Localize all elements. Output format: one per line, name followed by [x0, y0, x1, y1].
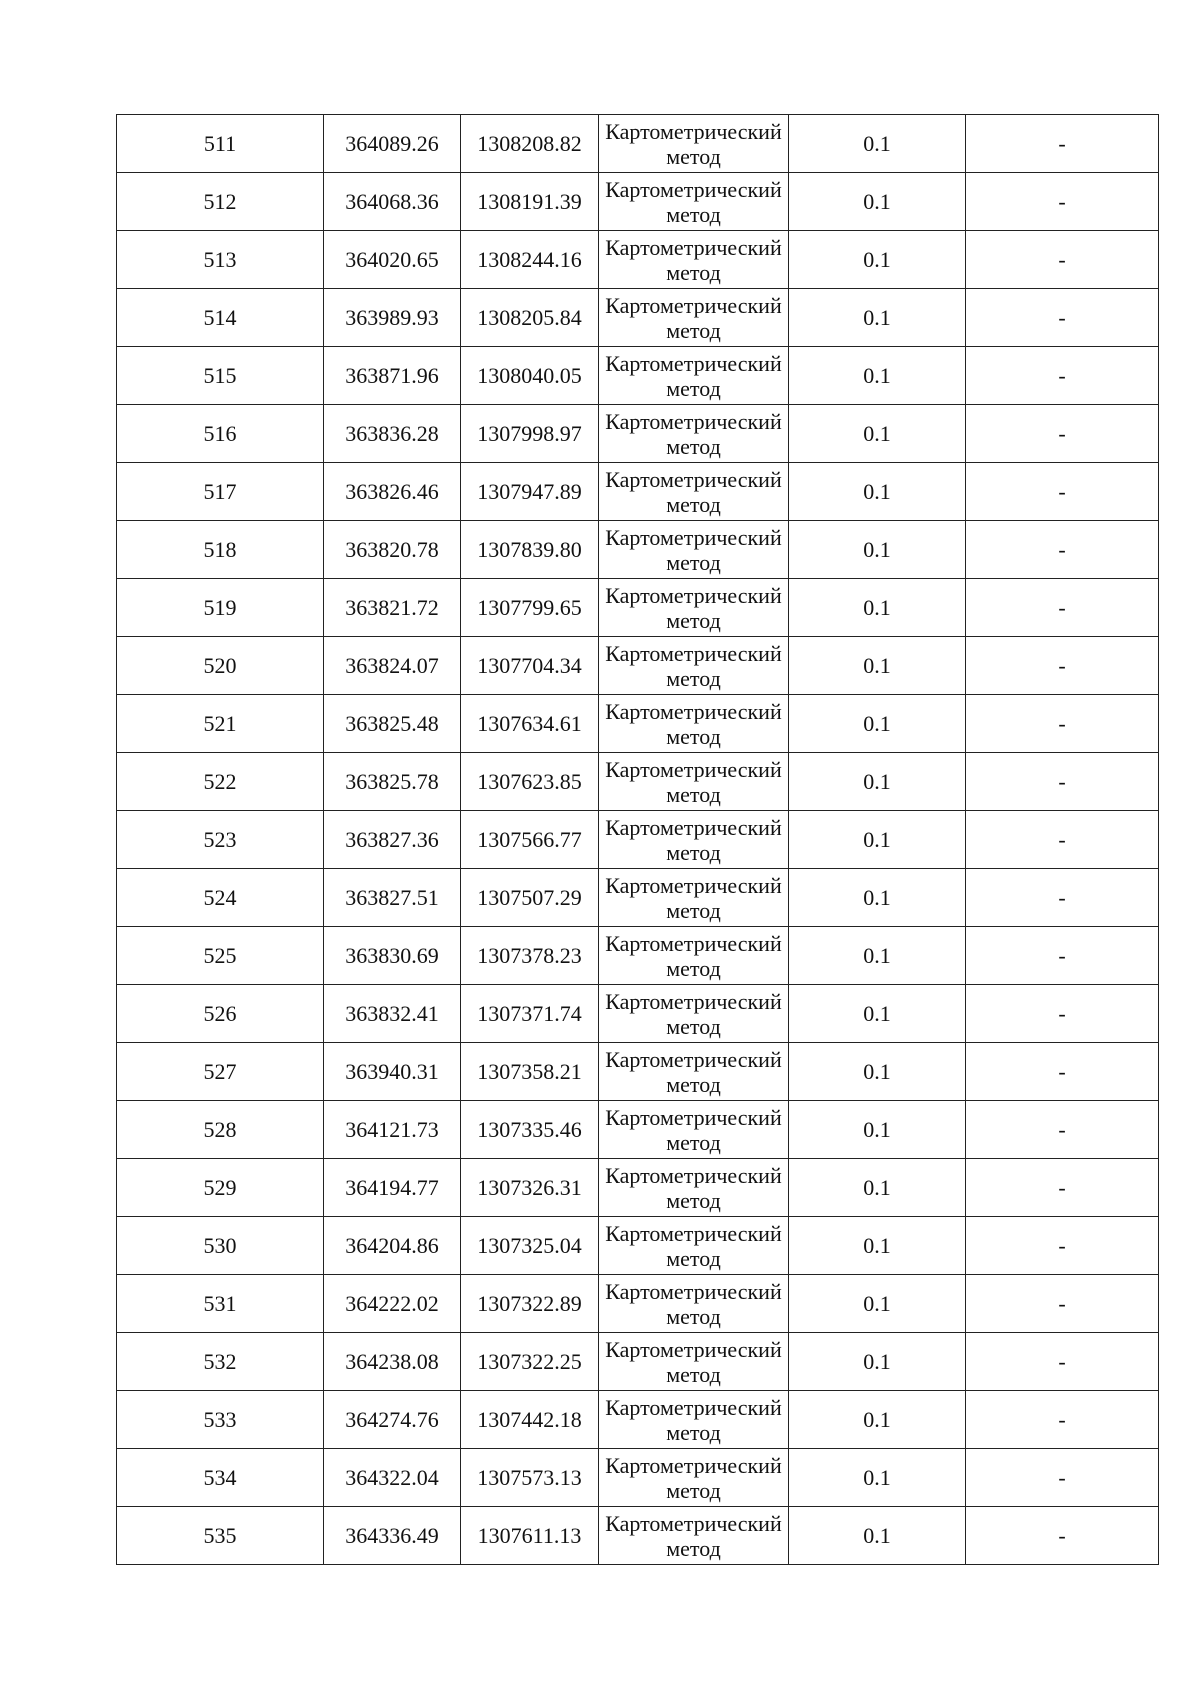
point-number-cell: 514: [117, 289, 324, 347]
table-row: [117, 1043, 1159, 1101]
method-cell: Картометрический метод: [599, 579, 789, 637]
description-cell: -: [966, 405, 1159, 463]
description-cell: -: [966, 1159, 1159, 1217]
point-number-cell: 531: [117, 1275, 324, 1333]
x-coordinate-cell: 363826.46: [324, 463, 461, 521]
description-cell: -: [966, 463, 1159, 521]
method-cell: Картометрический метод: [599, 463, 789, 521]
point-number-cell: 518: [117, 521, 324, 579]
y-coordinate-cell: 1307704.34: [461, 637, 599, 695]
table-row: [117, 347, 1159, 405]
method-cell: Картометрический метод: [599, 1043, 789, 1101]
method-cell: Картометрический метод: [599, 1101, 789, 1159]
accuracy-cell: 0.1: [789, 695, 966, 753]
x-coordinate-cell: 364238.08: [324, 1333, 461, 1391]
description-cell: -: [966, 869, 1159, 927]
description-cell: -: [966, 1101, 1159, 1159]
point-number-cell: 535: [117, 1507, 324, 1565]
table-row: [117, 289, 1159, 347]
table-row: [117, 405, 1159, 463]
accuracy-cell: 0.1: [789, 927, 966, 985]
coordinates-table: [116, 114, 1159, 1565]
table-row: [117, 231, 1159, 289]
method-cell: Картометрический метод: [599, 753, 789, 811]
point-number-cell: 530: [117, 1217, 324, 1275]
accuracy-cell: 0.1: [789, 1043, 966, 1101]
accuracy-cell: 0.1: [789, 347, 966, 405]
method-cell: Картометрический метод: [599, 1391, 789, 1449]
table-row: [117, 985, 1159, 1043]
x-coordinate-cell: 364322.04: [324, 1449, 461, 1507]
description-cell: -: [966, 985, 1159, 1043]
x-coordinate-cell: 364336.49: [324, 1507, 461, 1565]
y-coordinate-cell: 1307358.21: [461, 1043, 599, 1101]
x-coordinate-cell: 364274.76: [324, 1391, 461, 1449]
point-number-cell: 524: [117, 869, 324, 927]
description-cell: -: [966, 1217, 1159, 1275]
accuracy-cell: 0.1: [789, 289, 966, 347]
table-row: [117, 1275, 1159, 1333]
description-cell: -: [966, 347, 1159, 405]
description-cell: -: [966, 173, 1159, 231]
y-coordinate-cell: 1307634.61: [461, 695, 599, 753]
accuracy-cell: 0.1: [789, 405, 966, 463]
table-row: [117, 927, 1159, 985]
x-coordinate-cell: 363821.72: [324, 579, 461, 637]
x-coordinate-cell: 363940.31: [324, 1043, 461, 1101]
point-number-cell: 533: [117, 1391, 324, 1449]
table-row: [117, 811, 1159, 869]
table-row: [117, 173, 1159, 231]
table-body: [117, 115, 1159, 1565]
table-row: [117, 115, 1159, 173]
x-coordinate-cell: 364194.77: [324, 1159, 461, 1217]
point-number-cell: 515: [117, 347, 324, 405]
description-cell: -: [966, 579, 1159, 637]
y-coordinate-cell: 1307623.85: [461, 753, 599, 811]
description-cell: -: [966, 521, 1159, 579]
method-cell: Картометрический метод: [599, 115, 789, 173]
description-cell: -: [966, 695, 1159, 753]
point-number-cell: 526: [117, 985, 324, 1043]
x-coordinate-cell: 363871.96: [324, 347, 461, 405]
x-coordinate-cell: 363989.93: [324, 289, 461, 347]
y-coordinate-cell: 1307371.74: [461, 985, 599, 1043]
accuracy-cell: 0.1: [789, 463, 966, 521]
method-cell: Картометрический метод: [599, 521, 789, 579]
description-cell: -: [966, 1043, 1159, 1101]
method-cell: Картометрический метод: [599, 869, 789, 927]
accuracy-cell: 0.1: [789, 1217, 966, 1275]
method-cell: Картометрический метод: [599, 927, 789, 985]
y-coordinate-cell: 1307335.46: [461, 1101, 599, 1159]
y-coordinate-cell: 1307947.89: [461, 463, 599, 521]
accuracy-cell: 0.1: [789, 1159, 966, 1217]
accuracy-cell: 0.1: [789, 1101, 966, 1159]
method-cell: Картометрический метод: [599, 985, 789, 1043]
accuracy-cell: 0.1: [789, 115, 966, 173]
y-coordinate-cell: 1307442.18: [461, 1391, 599, 1449]
description-cell: -: [966, 231, 1159, 289]
table-row: [117, 1159, 1159, 1217]
x-coordinate-cell: 364020.65: [324, 231, 461, 289]
method-cell: Картометрический метод: [599, 1217, 789, 1275]
point-number-cell: 525: [117, 927, 324, 985]
table-row: [117, 1101, 1159, 1159]
accuracy-cell: 0.1: [789, 869, 966, 927]
accuracy-cell: 0.1: [789, 1333, 966, 1391]
method-cell: Картометрический метод: [599, 231, 789, 289]
x-coordinate-cell: 364089.26: [324, 115, 461, 173]
point-number-cell: 513: [117, 231, 324, 289]
point-number-cell: 521: [117, 695, 324, 753]
point-number-cell: 534: [117, 1449, 324, 1507]
point-number-cell: 522: [117, 753, 324, 811]
y-coordinate-cell: 1307326.31: [461, 1159, 599, 1217]
accuracy-cell: 0.1: [789, 173, 966, 231]
x-coordinate-cell: 364204.86: [324, 1217, 461, 1275]
accuracy-cell: 0.1: [789, 1507, 966, 1565]
method-cell: Картометрический метод: [599, 1449, 789, 1507]
table-row: [117, 1333, 1159, 1391]
y-coordinate-cell: 1307378.23: [461, 927, 599, 985]
y-coordinate-cell: 1308244.16: [461, 231, 599, 289]
table-row: [117, 753, 1159, 811]
description-cell: -: [966, 1449, 1159, 1507]
description-cell: -: [966, 637, 1159, 695]
table-row: [117, 869, 1159, 927]
point-number-cell: 528: [117, 1101, 324, 1159]
method-cell: Картометрический метод: [599, 405, 789, 463]
description-cell: -: [966, 753, 1159, 811]
method-cell: Картометрический метод: [599, 289, 789, 347]
x-coordinate-cell: 364222.02: [324, 1275, 461, 1333]
description-cell: -: [966, 289, 1159, 347]
y-coordinate-cell: 1307507.29: [461, 869, 599, 927]
y-coordinate-cell: 1307322.89: [461, 1275, 599, 1333]
x-coordinate-cell: 363836.28: [324, 405, 461, 463]
accuracy-cell: 0.1: [789, 231, 966, 289]
method-cell: Картометрический метод: [599, 811, 789, 869]
table-row: [117, 463, 1159, 521]
table-row: [117, 521, 1159, 579]
table-row: [117, 1449, 1159, 1507]
method-cell: Картометрический метод: [599, 347, 789, 405]
x-coordinate-cell: 363827.36: [324, 811, 461, 869]
y-coordinate-cell: 1307325.04: [461, 1217, 599, 1275]
point-number-cell: 519: [117, 579, 324, 637]
y-coordinate-cell: 1307566.77: [461, 811, 599, 869]
description-cell: -: [966, 1507, 1159, 1565]
description-cell: -: [966, 927, 1159, 985]
x-coordinate-cell: 363827.51: [324, 869, 461, 927]
accuracy-cell: 0.1: [789, 637, 966, 695]
y-coordinate-cell: 1307998.97: [461, 405, 599, 463]
table-row: [117, 695, 1159, 753]
y-coordinate-cell: 1308205.84: [461, 289, 599, 347]
y-coordinate-cell: 1308191.39: [461, 173, 599, 231]
accuracy-cell: 0.1: [789, 579, 966, 637]
x-coordinate-cell: 363832.41: [324, 985, 461, 1043]
description-cell: -: [966, 1275, 1159, 1333]
point-number-cell: 529: [117, 1159, 324, 1217]
point-number-cell: 523: [117, 811, 324, 869]
table-row: [117, 1507, 1159, 1565]
accuracy-cell: 0.1: [789, 1449, 966, 1507]
x-coordinate-cell: 363825.48: [324, 695, 461, 753]
y-coordinate-cell: 1307839.80: [461, 521, 599, 579]
point-number-cell: 520: [117, 637, 324, 695]
x-coordinate-cell: 364121.73: [324, 1101, 461, 1159]
x-coordinate-cell: 363825.78: [324, 753, 461, 811]
method-cell: Картометрический метод: [599, 637, 789, 695]
point-number-cell: 532: [117, 1333, 324, 1391]
accuracy-cell: 0.1: [789, 1391, 966, 1449]
y-coordinate-cell: 1308040.05: [461, 347, 599, 405]
accuracy-cell: 0.1: [789, 753, 966, 811]
table-row: [117, 637, 1159, 695]
x-coordinate-cell: 364068.36: [324, 173, 461, 231]
description-cell: -: [966, 115, 1159, 173]
x-coordinate-cell: 363830.69: [324, 927, 461, 985]
x-coordinate-cell: 363824.07: [324, 637, 461, 695]
method-cell: Картометрический метод: [599, 1275, 789, 1333]
y-coordinate-cell: 1307573.13: [461, 1449, 599, 1507]
description-cell: -: [966, 1391, 1159, 1449]
y-coordinate-cell: 1307322.25: [461, 1333, 599, 1391]
method-cell: Картометрический метод: [599, 695, 789, 753]
point-number-cell: 511: [117, 115, 324, 173]
point-number-cell: 527: [117, 1043, 324, 1101]
x-coordinate-cell: 363820.78: [324, 521, 461, 579]
y-coordinate-cell: 1307611.13: [461, 1507, 599, 1565]
table-row: [117, 1391, 1159, 1449]
y-coordinate-cell: 1307799.65: [461, 579, 599, 637]
accuracy-cell: 0.1: [789, 521, 966, 579]
table-row: [117, 579, 1159, 637]
description-cell: -: [966, 1333, 1159, 1391]
method-cell: Картометрический метод: [599, 1159, 789, 1217]
point-number-cell: 517: [117, 463, 324, 521]
method-cell: Картометрический метод: [599, 1333, 789, 1391]
method-cell: Картометрический метод: [599, 1507, 789, 1565]
table-row: [117, 1217, 1159, 1275]
y-coordinate-cell: 1308208.82: [461, 115, 599, 173]
description-cell: -: [966, 811, 1159, 869]
point-number-cell: 512: [117, 173, 324, 231]
point-number-cell: 516: [117, 405, 324, 463]
accuracy-cell: 0.1: [789, 811, 966, 869]
accuracy-cell: 0.1: [789, 985, 966, 1043]
method-cell: Картометрический метод: [599, 173, 789, 231]
accuracy-cell: 0.1: [789, 1275, 966, 1333]
